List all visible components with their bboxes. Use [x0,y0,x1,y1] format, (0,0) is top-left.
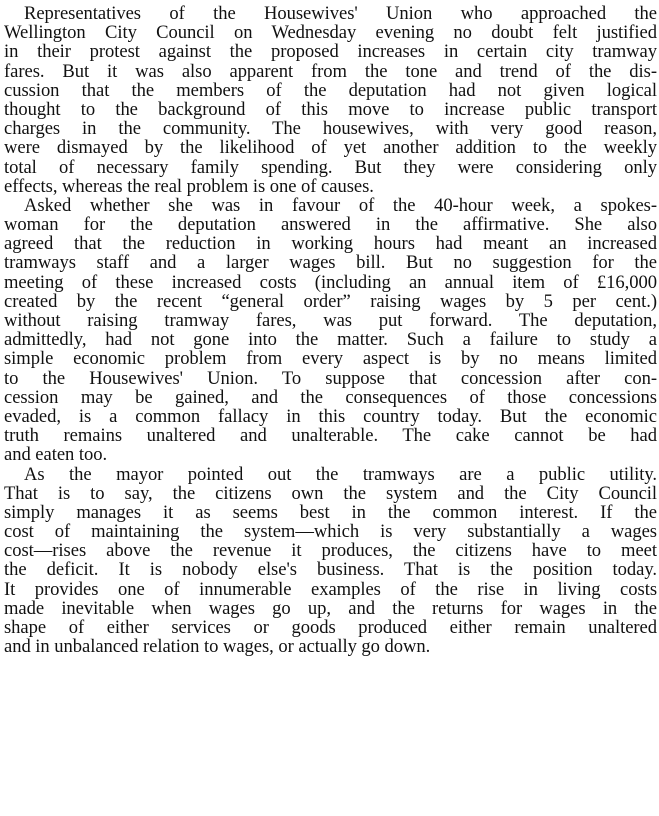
text-line: cost—rises above the revenue it produces, the citizens have to meet [4,540,657,562]
text-line: simply manages it as seems best in the common interest. If the [4,501,657,523]
text-line: were dismayed by the likelihood of yet another addition to the weekly [4,137,657,159]
text-line: agreed that the reduction in working hours had meant an increased [4,233,657,255]
text-line: fares. But it was also apparent from the tone and trend of the dis- [4,60,657,82]
text-line: and eaten too. [4,444,108,466]
text-line: charges in the community. The housewives, with very good reason, [4,118,657,140]
article-paragraph-2 [4,196,657,465]
text-line: to the Housewives' Union. To suppose that concession after con- [4,367,657,389]
article-paragraph-1 [4,4,657,196]
text-line: evaded, is a common fallacy in this country today. But the economic [4,405,657,427]
text-line: total of necessary family spending. But they were considering only [4,156,657,178]
text-line: effects, whereas the real problem is one of causes. [4,175,374,197]
text-line: made inevitable when wages go up, and the returns for wages in the [4,597,657,619]
text-line: thought to the background of this move to increase public transport [4,98,657,120]
text-line: shape of either services or goods produced either remain unaltered [4,617,657,638]
text-line: Wellington City Council on Wednesday evening no doubt felt justified [4,22,657,44]
article-page [4,4,657,656]
text-line: without raising tramway fares, was put forward. The deputation, [4,310,657,331]
text-line: the deficit. It is nobody else's business. That is the position today. [4,559,657,581]
text-line: in their protest against the proposed increases in certain city tramway [4,41,657,63]
text-line: tramways staff and a larger wages bill. But no suggestion for the [4,252,657,274]
text-line: meeting of these increased costs (including an annual item of £16,000 [4,271,657,293]
text-line: cession may be gained, and the consequences of those concessions [4,386,657,408]
text-line: Representatives of the Housewives' Union who approached the [24,3,657,24]
text-line: That is to say, the citizens own the system and the City Council [4,482,657,504]
text-line: As the mayor pointed out the tramways are a public utility. [24,463,657,485]
text-line: Asked whether she was in favour of the 40-hour week, a spokes- [24,194,657,216]
text-line: woman for the deputation answered in the affirmative. She also [4,214,657,236]
text-line: simple economic problem from every aspect is by no means limited [4,348,657,370]
text-line: created by the recent “general order” raising wages by 5 per cent.) [4,290,657,312]
text-line: cussion that the members of the deputation had not given logical [4,79,657,101]
text-line: It provides one of innumerable examples of the rise in living costs [4,578,657,600]
text-line: and in unbalanced relation to wages, or actually go down. [4,636,431,658]
text-line: cost of maintaining the system—which is very substantially a wages [4,521,657,543]
text-line: truth remains unaltered and unalterable. The cake cannot be had [4,425,657,447]
text-line: admittedly, had not gone into the matter. Such a failure to study a [4,329,657,351]
article-paragraph-3 [4,465,657,657]
